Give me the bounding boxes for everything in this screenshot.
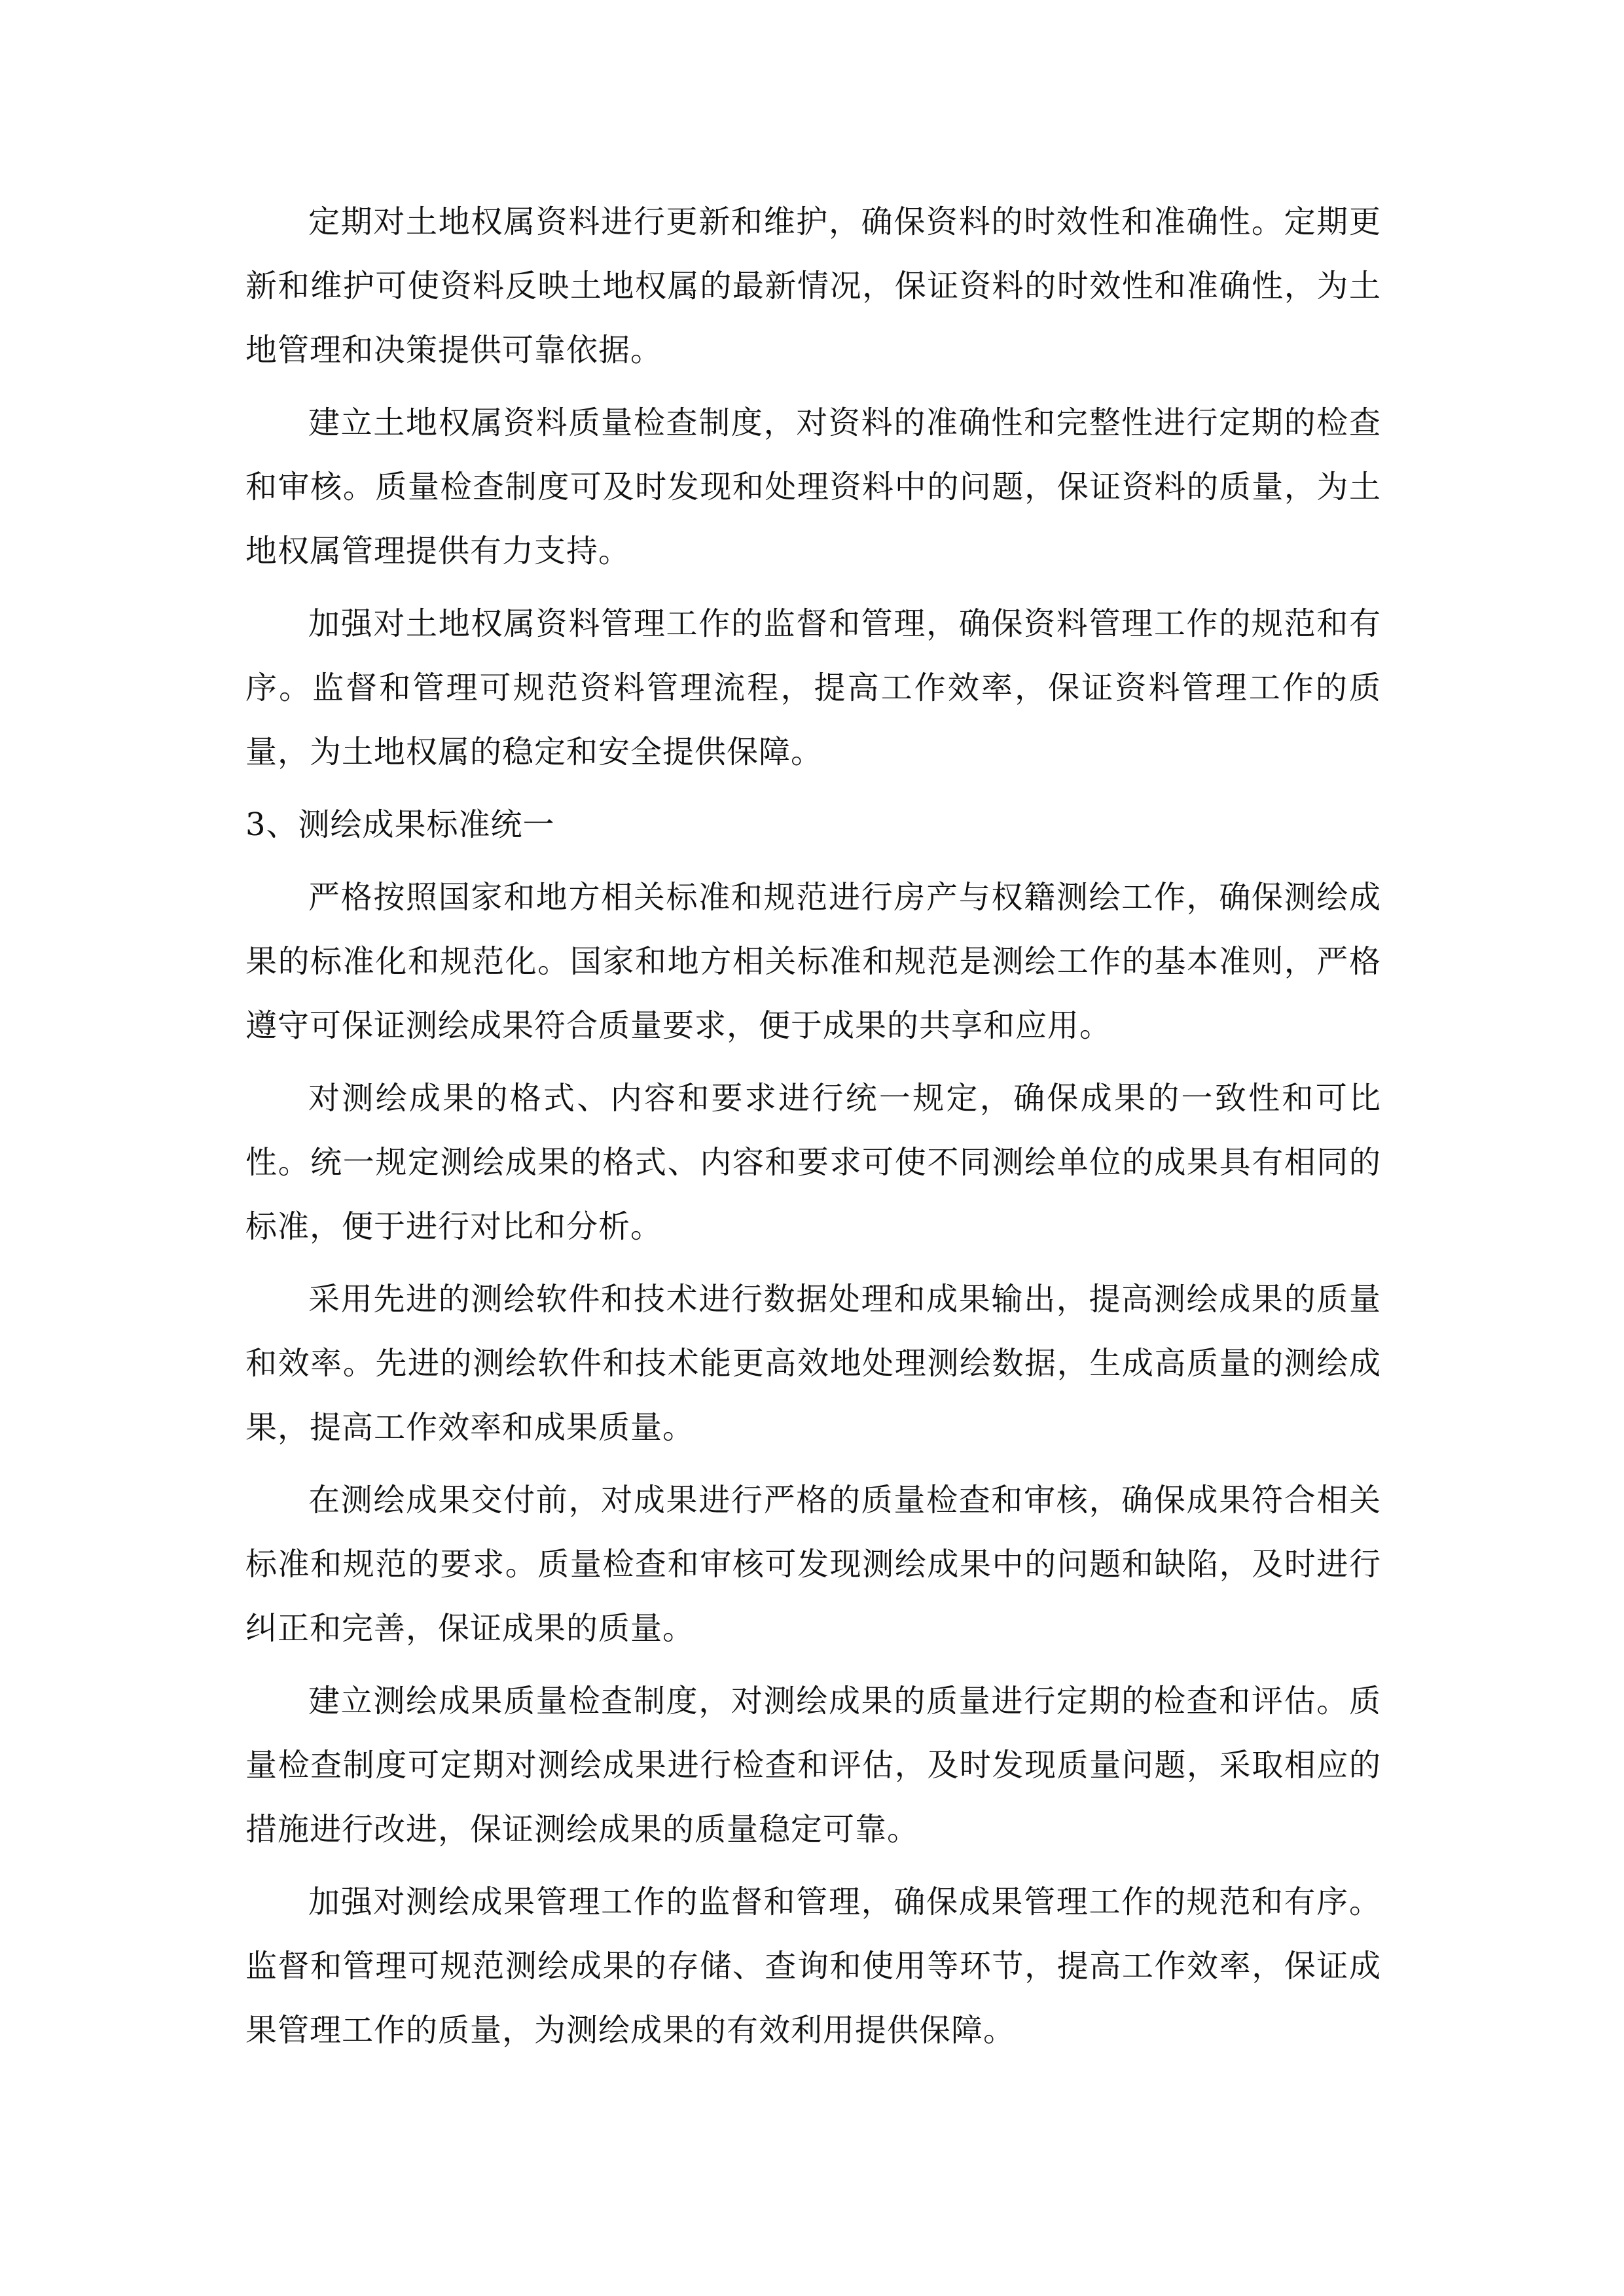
paragraph-results-quality-system: 建立测绘成果质量检查制度，对测绘成果的质量进行定期的检查和评估。质量检查制度可定期对测绘成果进行检查和评估，及时发现质量问题，采取相应的措施进行改进，保证测绘成果的质量稳定可靠。 (245, 1683, 1381, 1848)
paragraph-supervision-management: 加强对土地权属资料管理工作的监督和管理，确保资料管理工作的规范和有序。监督和管理可规范资料管理流程，提高工作效率，保证资料管理工作的质量，为土地权属的稳定和安全提供保障。 (245, 605, 1381, 770)
paragraph-quality-check-system: 建立土地权属资料质量检查制度，对资料的准确性和完整性进行定期的检查和审核。质量检查制度可及时发现和处理资料中的问题，保证资料的质量，为土地权属管理提供有力支持。 (245, 404, 1381, 569)
document-body (245, 190, 1381, 2071)
paragraph-update-maintenance: 定期对土地权属资料进行更新和维护，确保资料的时效性和准确性。定期更新和维护可使资料反映土地权属的最新情况，保证资料的时效性和准确性，为土地管理和决策提供可靠依据。 (245, 204, 1381, 368)
paragraph-pre-delivery-check: 在测绘成果交付前，对成果进行严格的质量检查和审核，确保成果符合相关标准和规范的要求。质量检查和审核可发现测绘成果中的问题和缺陷，及时进行纠正和完善，保证成果的质量。 (245, 1482, 1381, 1647)
section-heading: 3、测绘成果标准统一 (245, 806, 555, 843)
paragraph-standards: 严格按照国家和地方相关标准和规范进行房产与权籍测绘工作，确保测绘成果的标准化和规范化。国家和地方相关标准和规范是测绘工作的基本准则，严格遵守可保证测绘成果符合质量要求，便于成果的共享和应用。 (245, 879, 1381, 1044)
paragraph-results-management: 加强对测绘成果管理工作的监督和管理，确保成果管理工作的规范和有序。监督和管理可规范测绘成果的存储、查询和使用等环节，提高工作效率，保证成果管理工作的质量，为测绘成果的有效利用提供保障。 (245, 1884, 1381, 2049)
paragraph-unified-format: 对测绘成果的格式、内容和要求进行统一规定，确保成果的一致性和可比性。统一规定测绘成果的格式、内容和要求可使不同测绘单位的成果具有相同的标准，便于进行对比和分析。 (245, 1080, 1381, 1245)
paragraph-advanced-software: 采用先进的测绘软件和技术进行数据处理和成果输出，提高测绘成果的质量和效率。先进的测绘软件和技术能更高效地处理测绘数据，生成高质量的测绘成果，提高工作效率和成果质量。 (245, 1281, 1381, 1446)
